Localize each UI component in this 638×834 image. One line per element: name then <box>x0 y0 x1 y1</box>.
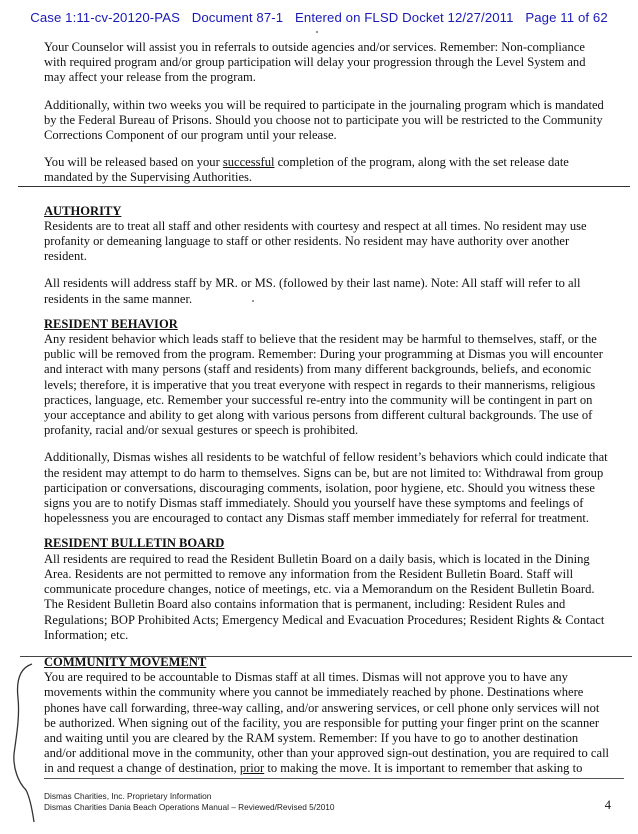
bulletin-board-paragraph: All residents are required to read the Resident Bulletin Board on a daily basis, which is located in the Dining Area. Residents are not permitted to remove any information from the Resident Bulletin Board. Staff will communicate procedure changes, notice of meetings, etc. via a Memorandum on the Resident Bulletin Board. The Resident Bulletin Board also contains information that is permanent, including: Resident Rules and Regulations; BOP Prohibited Acts; Emergency Medical and Evacuation Procedures; Resident Rights & Contact Information; etc. <box>44 551 605 642</box>
scan-speck <box>252 300 254 302</box>
resident-behavior-section <box>44 317 610 527</box>
community-movement-section <box>44 655 610 777</box>
document-number: Document 87-1 <box>191 10 284 25</box>
page-number: 4 <box>604 798 611 812</box>
case-number: Case 1:11-cv-20120-PAS <box>30 10 180 25</box>
section-divider-line <box>44 778 624 779</box>
resident-behavior-paragraph-1: Any resident behavior which leads staff to believe that the resident may be harmful to themselves, staff, or the public will be removed from the program. Remember: During your programming at Dismas you will encounter and interact with many persons (staff and residents) from many different backgrounds, beliefs, and economic levels; therefore, it is imperative that you treat everyone with respect in regards to their mannerisms, religious practices, language, etc. Remember your successful re-entry into the community will be contingent in part on your acceptance and ability to get along with various persons from different cultural backgrounds. The use of profanity, racial and/or sexual gestures or speech is prohibited. <box>44 332 603 438</box>
section-divider-line <box>20 656 632 657</box>
underlined-word: successful <box>222 155 275 170</box>
docket-header <box>0 10 638 25</box>
bulletin-board-section <box>44 536 610 642</box>
section-divider-line <box>18 186 630 187</box>
docket-page: Page 11 of 62 <box>525 10 608 25</box>
intro-paragraph-3: You will be released based on your successful completion of the program, along with the set release date mandated by the Supervising Authorities. <box>44 155 569 185</box>
docket-entry: Entered on FLSD Docket 12/27/2011 <box>294 10 514 25</box>
intro-paragraph-2: Additionally, within two weeks you will be required to participate in the journaling program which is mandated by the Federal Bureau of Prisons. Should you choose not to participate you will be restricted to the Community Corrections Component of our program until your release. <box>44 97 604 143</box>
scan-speck <box>316 31 318 33</box>
intro-paragraph-1: Your Counselor will assist you in referrals to outside agencies and/or services. Remember: Non-compliance with required program and/or group participation will delay your progression through the Level System and may affect your release from the program. <box>44 40 586 85</box>
handwritten-brace-mark <box>6 658 36 828</box>
community-movement-heading: COMMUNITY MOVEMENT <box>44 654 207 669</box>
underlined-word: prior <box>239 761 265 776</box>
authority-heading: AUTHORITY <box>44 203 122 218</box>
document-body <box>44 40 610 777</box>
authority-paragraph-2: All residents will address staff by MR. or MS. (followed by their last name). Note: All staff will refer to all residents in the same manner. <box>44 276 581 306</box>
authority-section <box>44 204 610 307</box>
footer-proprietary: Dismas Charities, Inc. Proprietary Information <box>44 791 212 801</box>
authority-paragraph-1: Residents are to treat all staff and other residents with courtesy and respect at all times. No resident may use profanity or demeaning language to staff or other residents. No resident may have authority over another resident. <box>44 218 587 264</box>
resident-behavior-heading: RESIDENT BEHAVIOR <box>44 316 178 331</box>
bulletin-board-heading: RESIDENT BULLETIN BOARD <box>44 536 225 551</box>
footer-manual-title: Dismas Charities Dania Beach Operations Manual – Reviewed/Revised 5/2010 <box>44 801 335 812</box>
resident-behavior-paragraph-2: Additionally, Dismas wishes all residents to be watchful of fellow resident’s behaviors which could indicate that the resident may attempt to do harm to themselves. Signs can be, but are not limited to: Withdrawal from group participation or conversations, discouraging comments, isolation, poor hygiene, etc. Should you witness these signs you are to notify Dismas staff immediately. Should you yourself have these symptoms and feelings of hopelessness you are encouraged to contact any Dismas staff member immediately for referral for treatment. <box>44 450 608 526</box>
page-footer <box>44 791 610 812</box>
community-movement-paragraph: You are required to be accountable to Dismas staff at all times. Dismas will not approve you to have any movements within the community where you cannot be immediately reached by phone. Destinations where phones have call forwarding, three-way calling, and/or answering services, or cell phone only services will not be authorized. When signing out of the facility, you are responsible for putting your finger print on the scanner and waiting until you are cleared by the RAM system. Remember: If you have to go to another destination and/or additional move in the community, other than your approved sign-out destination, you are required to call in and request a change of destination, prior to making the move. It is important to remember that asking to <box>44 670 610 776</box>
